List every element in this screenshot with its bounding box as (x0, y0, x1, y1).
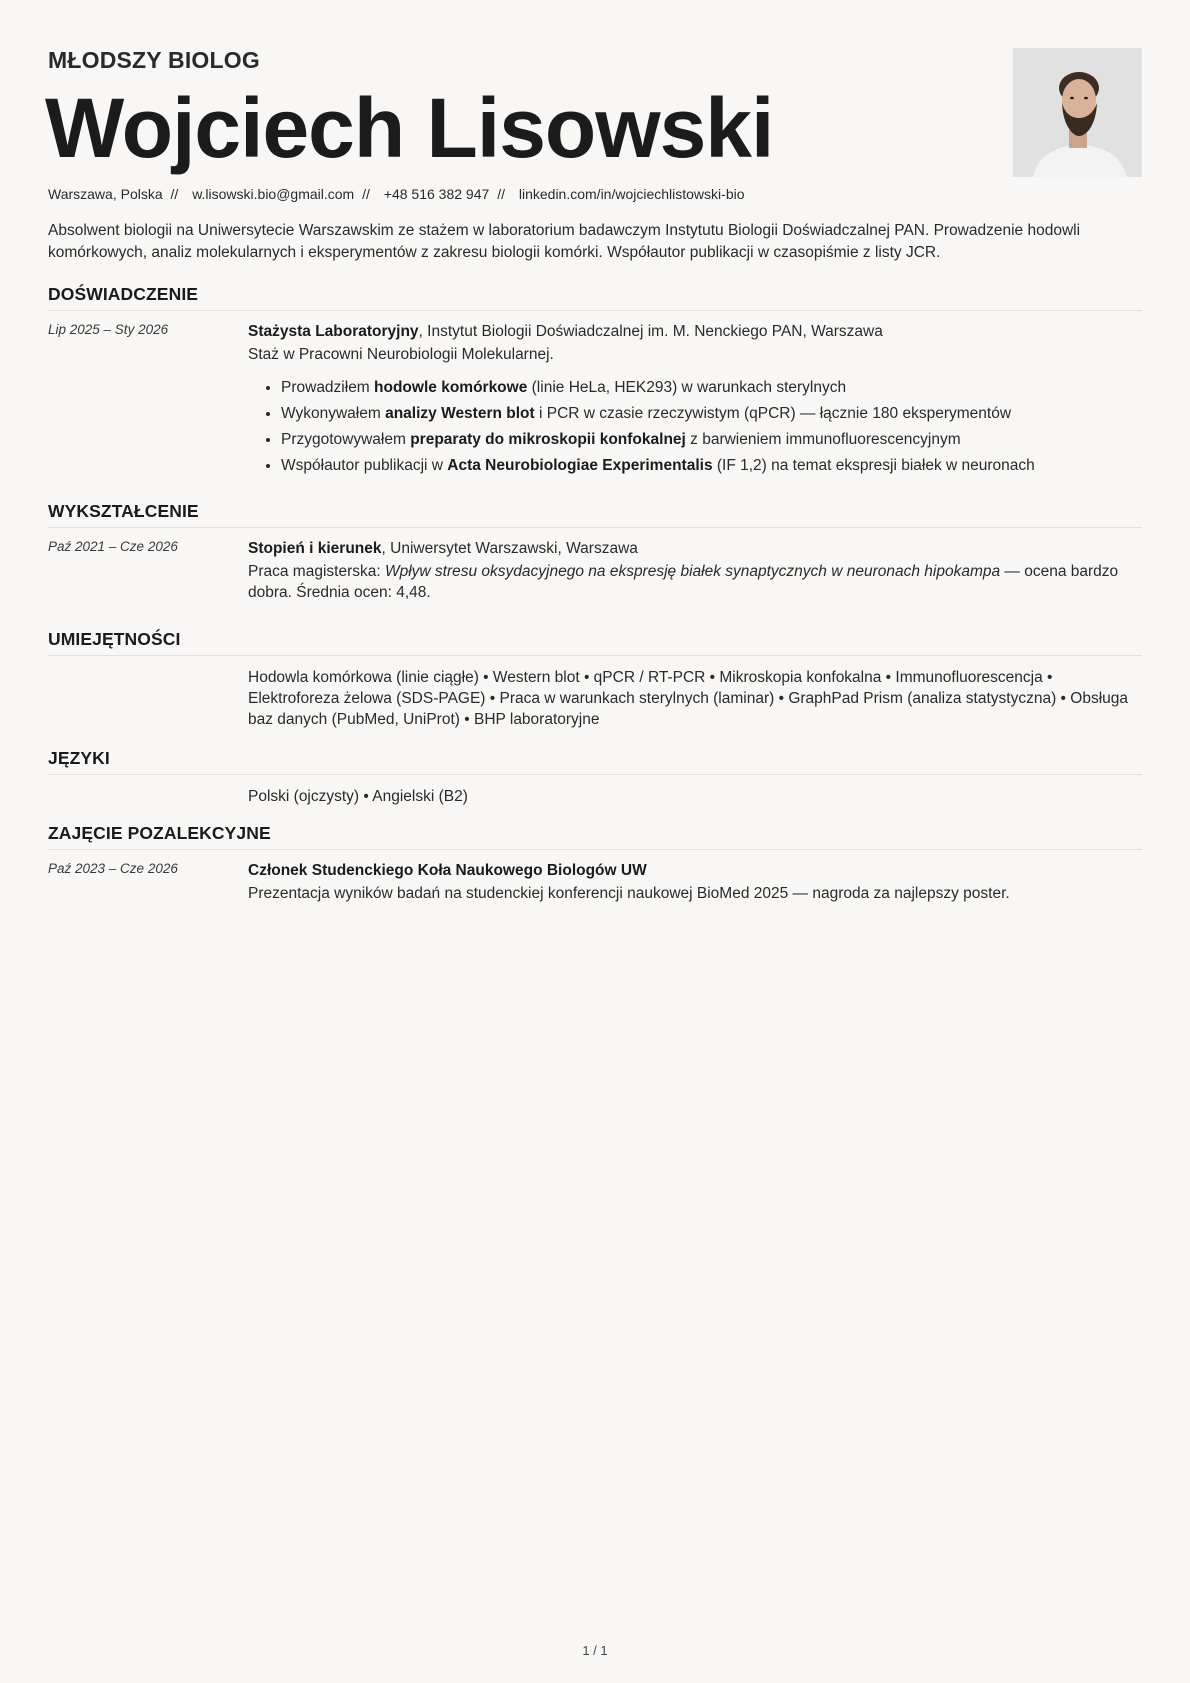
thesis-title: Wpływ stresu oksydacyjnego na ekspresję białek synaptycznych w neuronach hipokampa (384, 563, 1001, 580)
bullet-text: Przygotowywałem (281, 431, 411, 448)
bullet-text: Współautor publikacji w (281, 457, 448, 474)
bullet-item (281, 401, 1142, 427)
skills-list: Hodowla komórkowa (linie ciągłe) • Western blot • qPCR / RT-PCR • Mikroskopia konfokalna • Immunofluorescencja • Elektroforeza żelowa (SDS-PAGE) • Praca w warunkach sterylnych (laminar) • GraphPad Prism (analiza statystyczna) • Obsługa baz danych (PubMed, UniProt) • BHP laboratoryjne (248, 669, 1128, 728)
entry-body (248, 321, 1142, 479)
section-skills (48, 629, 1142, 730)
bullet-item (281, 375, 1142, 401)
thesis-label: Praca magisterska: (248, 563, 385, 580)
section-heading: DOŚWIADCZENIE (48, 284, 1142, 311)
bullet-highlight: Acta Neurobiologiae Experimentalis (447, 457, 713, 474)
thesis-grade: — ocena bardzo dobra. Średnia ocen: 4,48. (248, 563, 1119, 601)
contact-email[interactable]: w.lisowski.bio@gmail.com (192, 186, 355, 202)
bullet-item (281, 453, 1142, 479)
section-education (48, 501, 1142, 603)
bullet-highlight: hodowle komórkowe (374, 379, 528, 396)
entry-organization: , Uniwersytet Warszawski, Warszawa (381, 540, 638, 557)
entry-date: Paź 2023 – Cze 2026 (48, 861, 178, 876)
entry-description: Staż w Pracowni Neurobiologii Molekularnej. (248, 346, 554, 363)
bullet-item (281, 427, 1142, 453)
entry-description: Prezentacja wyników badań na studenckiej konferencji naukowej BioMed 2025 — nagroda za najlepszy poster. (248, 885, 1010, 902)
contact-line (48, 186, 745, 202)
section-heading: UMIEJĘTNOŚCI (48, 629, 1142, 656)
entry-title-line (248, 538, 1142, 559)
entry-role: Członek Studenckiego Koła Naukowego Biologów UW (248, 862, 647, 879)
entry-date: Paź 2021 – Cze 2026 (48, 539, 178, 554)
entry-organization: , Instytut Biologii Doświadczalnej im. M. Nenckiego PAN, Warszawa (418, 323, 883, 340)
education-entry (48, 538, 1142, 603)
person-portrait-icon (1013, 48, 1142, 177)
bullet-text: Prowadziłem (281, 379, 375, 396)
entry-body (248, 860, 1142, 904)
bullet-text: (linie HeLa, HEK293) w warunkach sterylnych (527, 379, 847, 396)
bullet-highlight: preparaty do mikroskopii konfokalnej (410, 431, 686, 448)
section-heading: ZAJĘCIE POZALEKCYJNE (48, 823, 1142, 850)
profile-summary: Absolwent biologii na Uniwersytecie Warszawskim ze stażem w laboratorium badawczym Instytutu Biologii Doświadczalnej PAN. Prowadzenie hodowli komórkowych, analiz molekularnych i eksperymentów z zakresu biologii komórki. Współautor publikacji w czasopiśmie z listy JCR. (48, 222, 1081, 261)
extracurricular-entry (48, 860, 1142, 904)
entry-title-line (248, 860, 1142, 881)
page-indicator: 1 / 1 (582, 1643, 608, 1658)
bullet-highlight: analizy Western blot (385, 405, 535, 422)
entry-body (248, 538, 1142, 603)
entry-thesis (248, 561, 1142, 603)
entry-title-line (248, 321, 1142, 342)
bullet-text: i PCR w czasie rzeczywistym (qPCR) — łącznie 180 eksperymentów (534, 405, 1012, 422)
section-languages (48, 748, 1142, 807)
profile-photo (1013, 48, 1142, 177)
experience-entry (48, 321, 1142, 479)
section-heading: WYKSZTAŁCENIE (48, 501, 1142, 528)
bullet-text: Wykonywałem (281, 405, 386, 422)
candidate-name: Wojciech Lisowski (45, 81, 774, 175)
bullet-text: z barwieniem immunofluorescencyjnym (685, 431, 961, 448)
contact-separator: // (170, 186, 179, 202)
skills-entry (48, 667, 1142, 730)
entry-bullets (248, 375, 1142, 479)
section-experience (48, 284, 1142, 479)
contact-separator: // (362, 186, 370, 202)
contact-linkedin[interactable]: linkedin.com/in/wojciechlistowski-bio (518, 186, 745, 202)
languages-list: Polski (ojczysty) • Angielski (B2) (248, 788, 468, 805)
contact-location: Warszawa, Polska (48, 186, 163, 202)
job-title: MŁODSZY BIOLOG (48, 47, 260, 73)
section-extracurricular (48, 823, 1142, 904)
section-heading: JĘZYKI (48, 748, 1142, 775)
entry-date: Lip 2025 – Sty 2026 (48, 322, 169, 337)
entry-position: Stażysta Laboratoryjny (248, 323, 419, 340)
languages-entry (48, 786, 1142, 807)
entry-degree: Stopień i kierunek (248, 540, 382, 557)
contact-phone[interactable]: +48 516 382 947 (383, 186, 490, 202)
bullet-text: (IF 1,2) na temat ekspresji białek w neuronach (712, 457, 1035, 474)
contact-separator: // (497, 186, 505, 202)
